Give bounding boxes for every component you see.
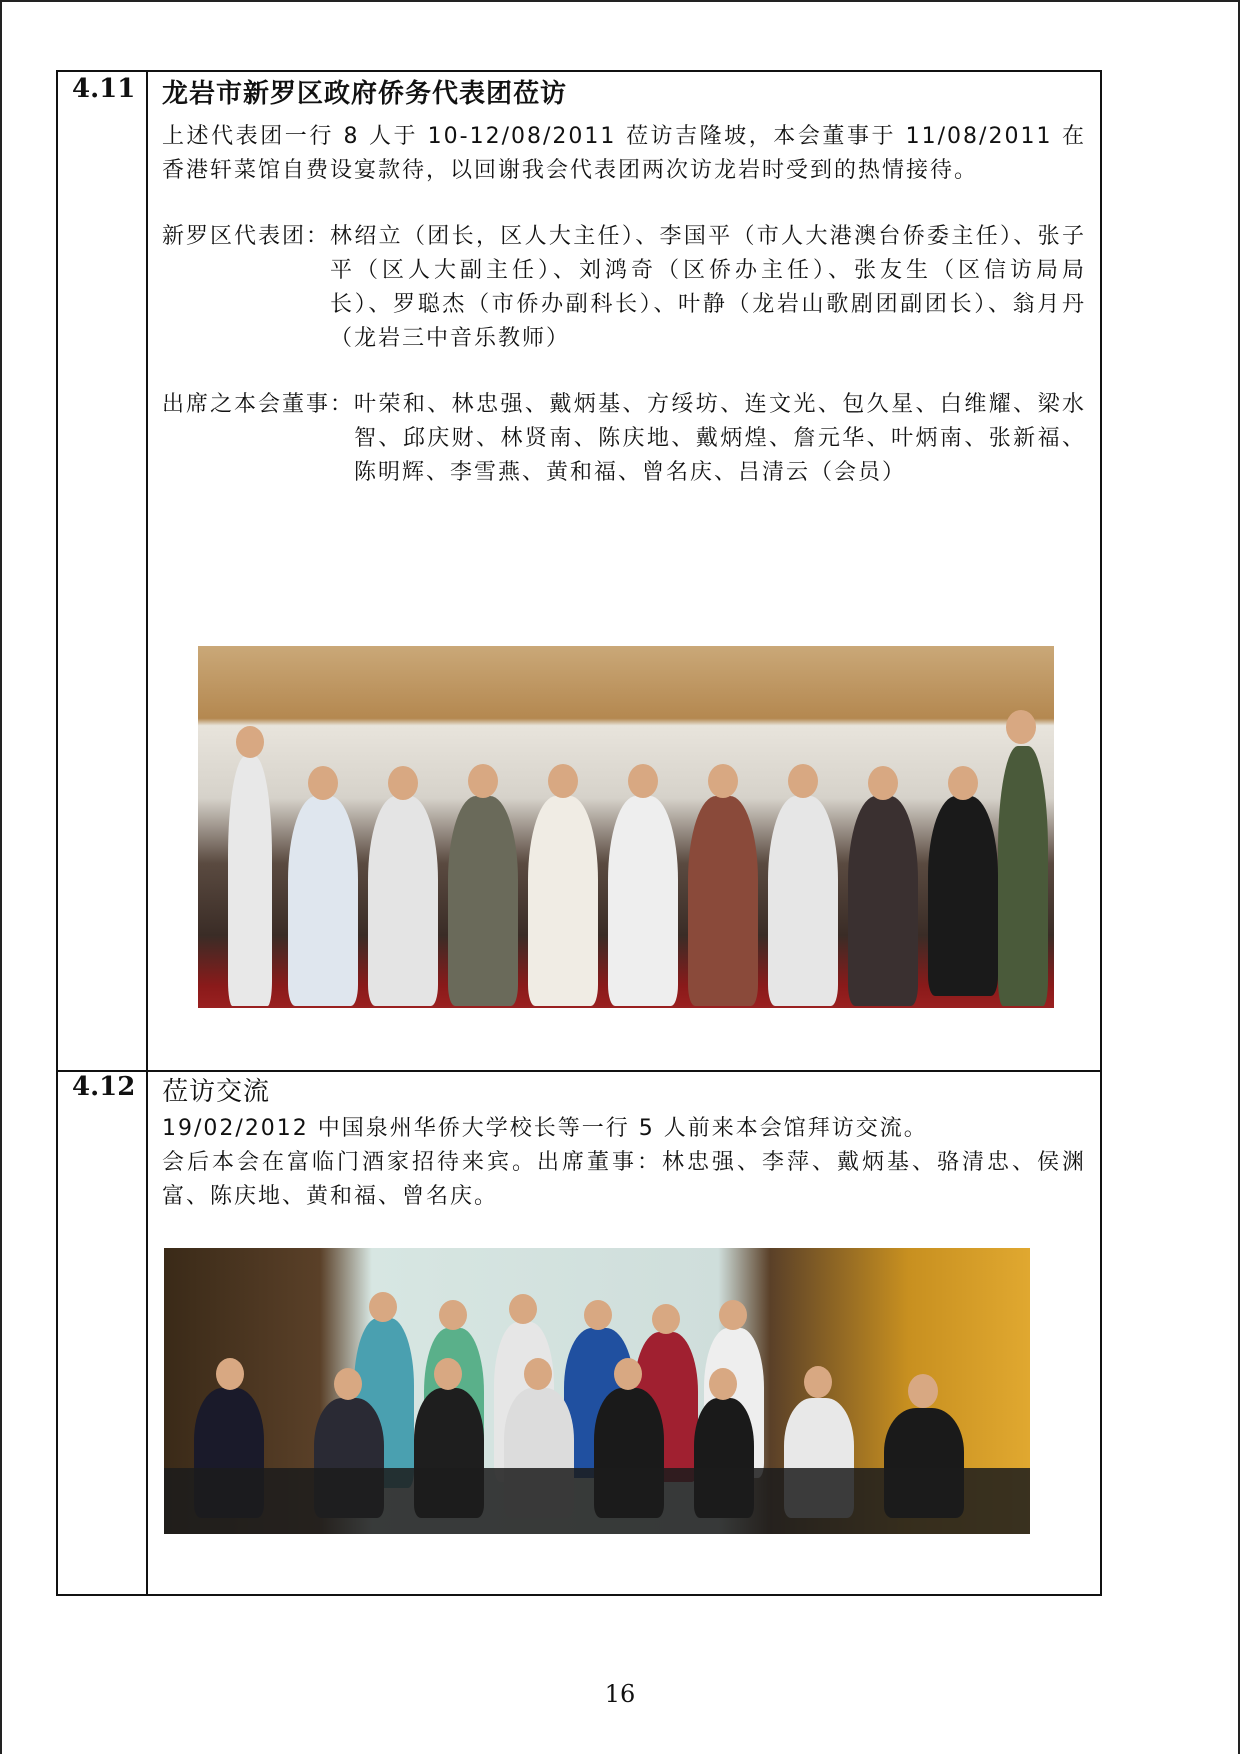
- photo-figure: [868, 766, 898, 800]
- delegation-members: 林绍立（团长，区人大主任）、李国平（市人大港澳台侨委主任）、张子平（区人大副主任）、刘鸿奇（区侨办主任）、张友生（区信访局局长）、罗聪杰（市侨办副科长）、叶静（龙岩山歌剧团副团长）、翁月丹（龙岩三中音乐教师）: [330, 224, 1086, 351]
- photo-figure: [524, 1358, 552, 1390]
- photo-figure: [528, 796, 598, 1006]
- section-number: 4.11: [72, 74, 136, 104]
- photo-figure: [614, 1358, 642, 1390]
- section-number: 4.12: [72, 1072, 136, 1102]
- page-edge-left: [0, 0, 2, 1754]
- directors-label: 出席之本会董事：: [162, 392, 355, 417]
- directors-list: [162, 388, 1086, 490]
- photo-figure: [509, 1294, 537, 1324]
- section-title: 龙岩市新罗区政府侨务代表团莅访: [162, 79, 568, 109]
- photo-figure: [308, 766, 338, 800]
- photo-figure: [719, 1300, 747, 1330]
- section-line-1: 19/02/2012 中国泉州华侨大学校长等一行 5 人前来本会馆拜访交流。: [162, 1116, 928, 1141]
- page-number: 16: [604, 1680, 636, 1708]
- photo-figure: [228, 756, 272, 1006]
- photo-figure: [948, 766, 978, 800]
- photo-figure: [928, 796, 998, 996]
- photo-figure: [608, 796, 678, 1006]
- photo-table: [164, 1468, 1030, 1534]
- delegation-label: 新罗区代表团：: [162, 224, 331, 249]
- photo-figure: [628, 764, 658, 798]
- section-line-2: 会后本会在富临门酒家招待来宾。出席董事：林忠强、李萍、戴炳基、骆清忠、侯渊富、陈庆地、黄和福、曾名庆。: [162, 1150, 1086, 1209]
- photo-figure: [468, 764, 498, 798]
- photo-figure: [334, 1368, 362, 1400]
- photo-figure: [848, 796, 918, 1006]
- group-photo-visit: [164, 1248, 1030, 1534]
- photo-figure: [439, 1300, 467, 1330]
- group-photo-delegation: [198, 646, 1054, 1008]
- photo-figure: [236, 726, 264, 758]
- section-411-content: [162, 76, 1086, 490]
- row-divider: [58, 1070, 1100, 1072]
- photo-figure: [548, 764, 578, 798]
- photo-figure: [1006, 710, 1036, 744]
- photo-figure: [688, 796, 758, 1006]
- delegation-list: [162, 220, 1086, 356]
- photo-figure: [708, 764, 738, 798]
- directors-names: 叶荣和、林忠强、戴炳基、方绥坊、连文光、包久星、白维耀、梁水智、邱庆财、林贤南、陈庆地、戴炳煌、詹元华、叶炳南、张新福、陈明辉、李雪燕、黄和福、曾名庆、吕清云（会员）: [354, 392, 1086, 485]
- photo-figure: [288, 796, 358, 1006]
- page-edge-top: [0, 0, 1240, 2]
- photo-figure: [788, 764, 818, 798]
- photo-figure: [998, 746, 1048, 1006]
- section-412-content: [162, 1074, 1086, 1214]
- photo-figure: [768, 796, 838, 1006]
- photo-figure: [216, 1358, 244, 1390]
- photo-figure: [584, 1300, 612, 1330]
- photo-figure: [434, 1358, 462, 1390]
- report-table: [56, 70, 1102, 1596]
- photo-figure: [804, 1366, 832, 1398]
- photo-figure: [369, 1292, 397, 1322]
- photo-figure: [908, 1374, 938, 1408]
- photo-figure: [388, 766, 418, 800]
- photo-figure: [652, 1304, 680, 1334]
- section-title: 莅访交流: [162, 1077, 271, 1107]
- photo-figure: [448, 796, 518, 1006]
- column-divider: [146, 72, 148, 1594]
- photo-figure: [709, 1368, 737, 1400]
- photo-figure: [368, 796, 438, 1006]
- section-paragraph: 上述代表团一行 8 人于 10-12/08/2011 莅访吉隆坡，本会董事于 11/08/2011 在香港轩菜馆自费设宴款待，以回谢我会代表团两次访龙岩时受到的热情接待。: [162, 124, 1086, 183]
